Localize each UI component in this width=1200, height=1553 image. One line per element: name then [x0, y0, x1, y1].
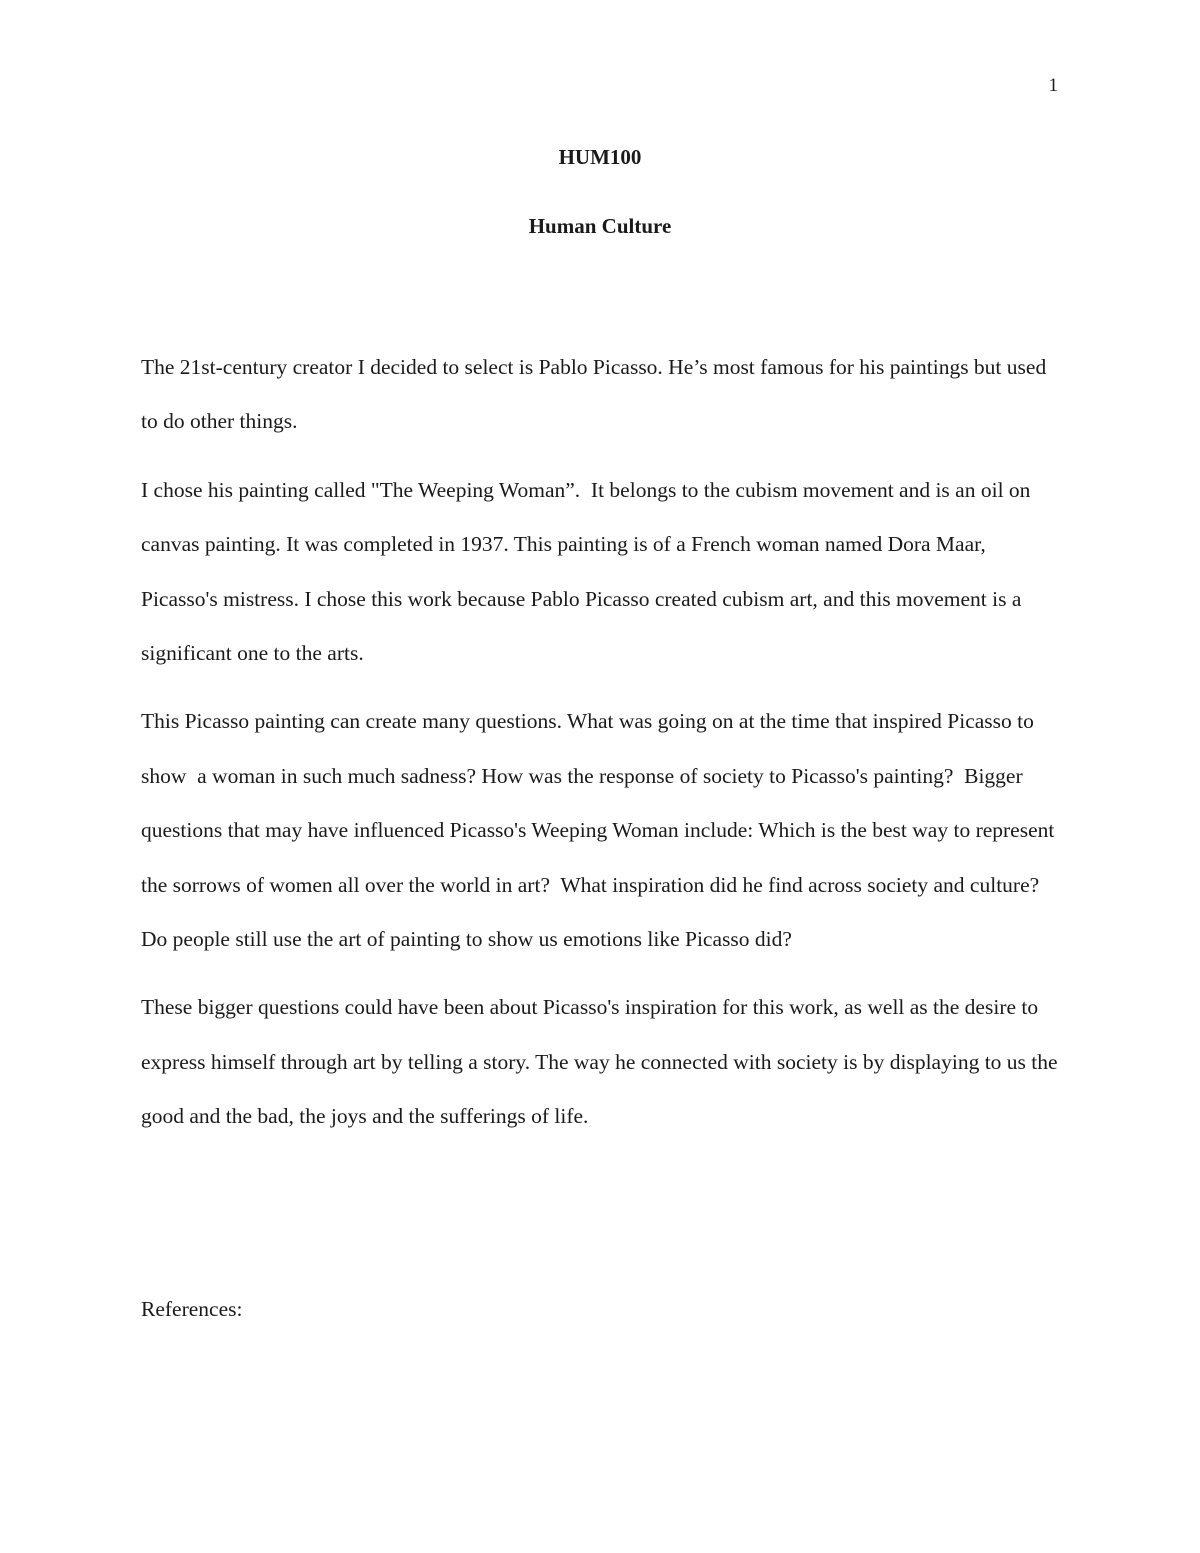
paragraph-conclusion: These bigger questions could have been about Picasso's inspiration for this work, as well as the desire to express himself through art by telling a story. The way he connected with society is by displaying to us the good and the bad, the joys and the sufferings of life. — [141, 995, 1063, 1129]
document-title: Human Culture — [528, 214, 672, 238]
paragraph-painting: I chose his painting called "The Weeping Woman”. It belongs to the cubism movement and is an oil on canvas painting. It was completed in 1937. This painting is of a French woman named Dora Maar, Picasso's mistress. I chose this work because Pablo Picasso created cubism art, and this movement is a significant one to the arts. — [141, 477, 1036, 666]
page-number: 1 — [1048, 75, 1058, 96]
body-text — [141, 340, 1066, 1158]
paragraph-questions: This Picasso painting can create many questions. What was going on at the time that inspired Picasso to show a woman in such much sadness? How was the response of society to Picasso's painting? Bigger questions that may have influenced Picasso's Weeping Woman include: Which is the best way to represent the sorrows of women all over the world in art? What inspiration did he find across society and culture? Do people still use the art of painting to show us emotions like Picasso did? — [141, 709, 1060, 952]
course-code-heading: HUM100 — [558, 145, 642, 169]
paragraph-intro: The 21st-century creator I decided to select is Pablo Picasso. He’s most famous for his paintings but used to do other things. — [141, 355, 1052, 434]
references-label: References: — [141, 1297, 243, 1321]
